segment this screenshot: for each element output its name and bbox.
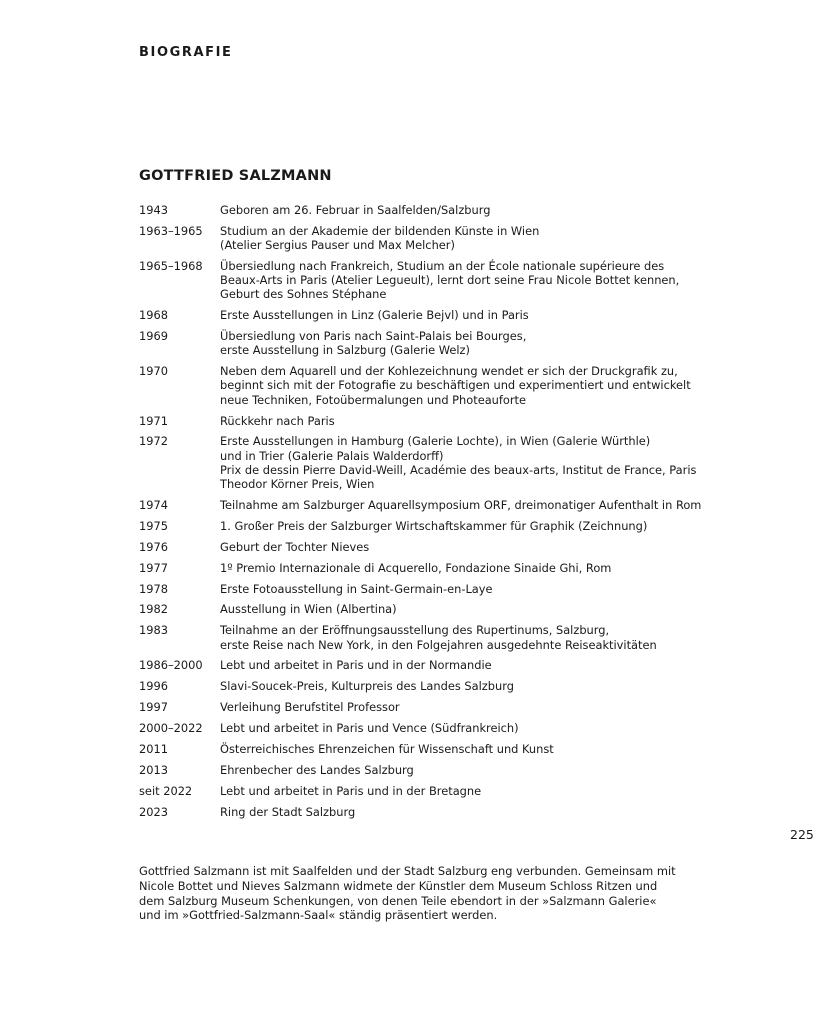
- timeline-description: [220, 308, 759, 322]
- timeline-year: 1968: [139, 308, 168, 323]
- timeline-description-line: Ehrenbecher des Landes Salzburg: [220, 762, 414, 777]
- timeline-entry: [139, 700, 759, 714]
- timeline-entry: [139, 623, 759, 651]
- timeline-entry: [139, 582, 759, 596]
- timeline-entry: [139, 203, 759, 217]
- timeline-description-line: Lebt und arbeitet in Paris und Vence (Südfrankreich): [220, 721, 519, 736]
- timeline-description-line: Neben dem Aquarell und der Kohlezeichnung wendet er sich der Druckgrafik zu,: [220, 364, 678, 379]
- timeline-description-line: Lebt und arbeitet in Paris und in der Bretagne: [220, 783, 482, 798]
- timeline-entry: [139, 329, 759, 357]
- timeline-year: 1982: [139, 602, 168, 617]
- timeline-year: 1983: [139, 623, 168, 638]
- timeline-description: [220, 414, 759, 428]
- timeline-description: [220, 434, 759, 491]
- timeline-entry: [139, 658, 759, 672]
- timeline-description: [220, 742, 759, 756]
- timeline-description-line: Theodor Körner Preis, Wien: [220, 477, 375, 492]
- timeline-description-line: 1. Großer Preis der Salzburger Wirtschaftskammer für Graphik (Zeichnung): [220, 518, 648, 533]
- timeline-entry: [139, 763, 759, 777]
- timeline-year: seit 2022: [139, 783, 193, 798]
- timeline-entry: [139, 540, 759, 554]
- timeline-description-line: beginnt sich mit der Fotografie zu beschäftigen und experimentiert und entwickelt: [220, 378, 691, 393]
- timeline-entry: [139, 679, 759, 693]
- timeline-year: 1965–1968: [139, 258, 203, 273]
- timeline-description-line: Geboren am 26. Februar in Saalfelden/Salzburg: [220, 203, 491, 217]
- timeline-description: [220, 540, 759, 554]
- timeline-description-line: Ring der Stadt Salzburg: [220, 804, 356, 819]
- timeline-description-line: Slavi-Soucek-Preis, Kulturpreis des Landes Salzburg: [220, 679, 514, 694]
- timeline-description: [220, 561, 759, 575]
- timeline-description-line: Beaux-Arts in Paris (Atelier Legueult), lernt dort seine Frau Nicole Bottet kennen,: [220, 273, 680, 288]
- timeline-year: 1971: [139, 413, 168, 428]
- timeline-year: 1969: [139, 329, 168, 344]
- timeline-year: 1975: [139, 518, 168, 533]
- timeline-description-line: Erste Ausstellungen in Hamburg (Galerie Lochte), in Wien (Galerie Würthle): [220, 434, 651, 449]
- timeline-description: [220, 519, 759, 533]
- timeline-description: [220, 498, 759, 512]
- timeline-description-line: 1º Premio Internazionale di Acquerello, Fondazione Sinaide Ghi, Rom: [220, 560, 612, 575]
- timeline-entry: [139, 805, 759, 819]
- timeline-entry: [139, 308, 759, 322]
- timeline-description-line: (Atelier Sergius Pauser und Max Melcher): [220, 238, 455, 253]
- timeline-description-line: Erste Fotoausstellung in Saint-Germain-en-Laye: [220, 581, 493, 596]
- biography-timeline: [139, 203, 759, 826]
- closing-paragraph: [139, 864, 699, 923]
- timeline-description-line: Geburt des Sohnes Stéphane: [220, 287, 387, 302]
- timeline-year: 1976: [139, 539, 168, 554]
- timeline-entry: [139, 784, 759, 798]
- closing-line: Nicole Bottet und Nieves Salzmann widmete der Künstler dem Museum Schloss Ritzen und: [139, 878, 658, 893]
- timeline-description-line: erste Ausstellung in Salzburg (Galerie Welz): [220, 343, 470, 358]
- timeline-description: [220, 602, 759, 616]
- page-title: GOTTFRIED SALZMANN: [139, 168, 332, 184]
- timeline-description-line: Lebt und arbeitet in Paris und in der Normandie: [220, 658, 492, 673]
- timeline-description-line: erste Reise nach New York, in den Folgejahren ausgedehnte Reiseaktivitäten: [220, 637, 657, 652]
- timeline-year: 2023: [139, 804, 168, 819]
- timeline-description: [220, 329, 759, 357]
- timeline-description-line: Studium an der Akademie der bildenden Künste in Wien: [220, 223, 540, 238]
- timeline-description: [220, 623, 759, 651]
- timeline-entry: [139, 721, 759, 735]
- timeline-description-line: Erste Ausstellungen in Linz (Galerie Bejvl) und in Paris: [220, 308, 529, 323]
- timeline-year: 1997: [139, 700, 168, 715]
- timeline-description-line: Teilnahme am Salzburger Aquarellsymposium ORF, dreimonatiger Aufenthalt in Rom: [220, 497, 702, 512]
- timeline-description-line: Rückkehr nach Paris: [220, 413, 335, 428]
- section-label: BIOGRAFIE: [139, 45, 233, 60]
- timeline-description: [220, 784, 759, 798]
- timeline-year: 2013: [139, 762, 168, 777]
- timeline-description-line: Prix de dessin Pierre David-Weill, Académie des beaux-arts, Institut de France, Paris: [220, 462, 697, 477]
- timeline-description-line: Übersiedlung von Paris nach Saint-Palais bei Bourges,: [220, 329, 527, 344]
- timeline-year: 1974: [139, 497, 168, 512]
- timeline-description: [220, 582, 759, 596]
- timeline-year: 1996: [139, 679, 168, 694]
- timeline-description: [220, 259, 759, 302]
- timeline-entry: [139, 498, 759, 512]
- closing-line: und im »Gottfried-Salzmann-Saal« ständig präsentiert werden.: [139, 908, 498, 923]
- timeline-description-line: Geburt der Tochter Nieves: [220, 539, 370, 554]
- timeline-entry: [139, 259, 759, 302]
- timeline-description-line: neue Techniken, Fotoübermalungen und Photeauforte: [220, 392, 527, 407]
- timeline-year: 1972: [139, 434, 168, 449]
- timeline-description: [220, 679, 759, 693]
- timeline-description: [220, 658, 759, 672]
- closing-line: Gottfried Salzmann ist mit Saalfelden und der Stadt Salzburg eng verbunden. Gemeinsam mit: [139, 864, 676, 878]
- timeline-description-line: Österreichisches Ehrenzeichen für Wissenschaft und Kunst: [220, 741, 554, 756]
- timeline-year: 2011: [139, 741, 168, 756]
- timeline-description-line: Teilnahme an der Eröffnungsausstellung des Rupertinums, Salzburg,: [220, 623, 610, 638]
- timeline-description-line: und in Trier (Galerie Palais Walderdorff): [220, 448, 444, 463]
- timeline-description: [220, 763, 759, 777]
- timeline-entry: [139, 224, 759, 252]
- timeline-description: [220, 224, 759, 252]
- timeline-description-line: Verleihung Berufstitel Professor: [220, 700, 400, 715]
- timeline-year: 1986–2000: [139, 658, 203, 673]
- timeline-entry: [139, 364, 759, 407]
- timeline-entry: [139, 602, 759, 616]
- timeline-year: 2000–2022: [139, 721, 203, 736]
- timeline-entry: [139, 414, 759, 428]
- timeline-year: 1963–1965: [139, 223, 203, 238]
- timeline-year: 1978: [139, 581, 168, 596]
- timeline-description: [220, 805, 759, 819]
- timeline-description: [220, 700, 759, 714]
- timeline-entry: [139, 434, 759, 491]
- timeline-description: [220, 721, 759, 735]
- timeline-description: [220, 364, 759, 407]
- timeline-description: [220, 203, 759, 217]
- page-number: 225: [790, 827, 814, 842]
- timeline-entry: [139, 519, 759, 533]
- timeline-entry: [139, 742, 759, 756]
- timeline-year: 1977: [139, 560, 168, 575]
- timeline-description-line: Ausstellung in Wien (Albertina): [220, 602, 397, 617]
- timeline-entry: [139, 561, 759, 575]
- timeline-year: 1943: [139, 203, 168, 217]
- timeline-year: 1970: [139, 364, 168, 379]
- closing-line: dem Salzburg Museum Schenkungen, von denen Teile ebendort in der »Salzmann Galerie«: [139, 893, 657, 908]
- timeline-description-line: Übersiedlung nach Frankreich, Studium an der École nationale supérieure des: [220, 258, 665, 273]
